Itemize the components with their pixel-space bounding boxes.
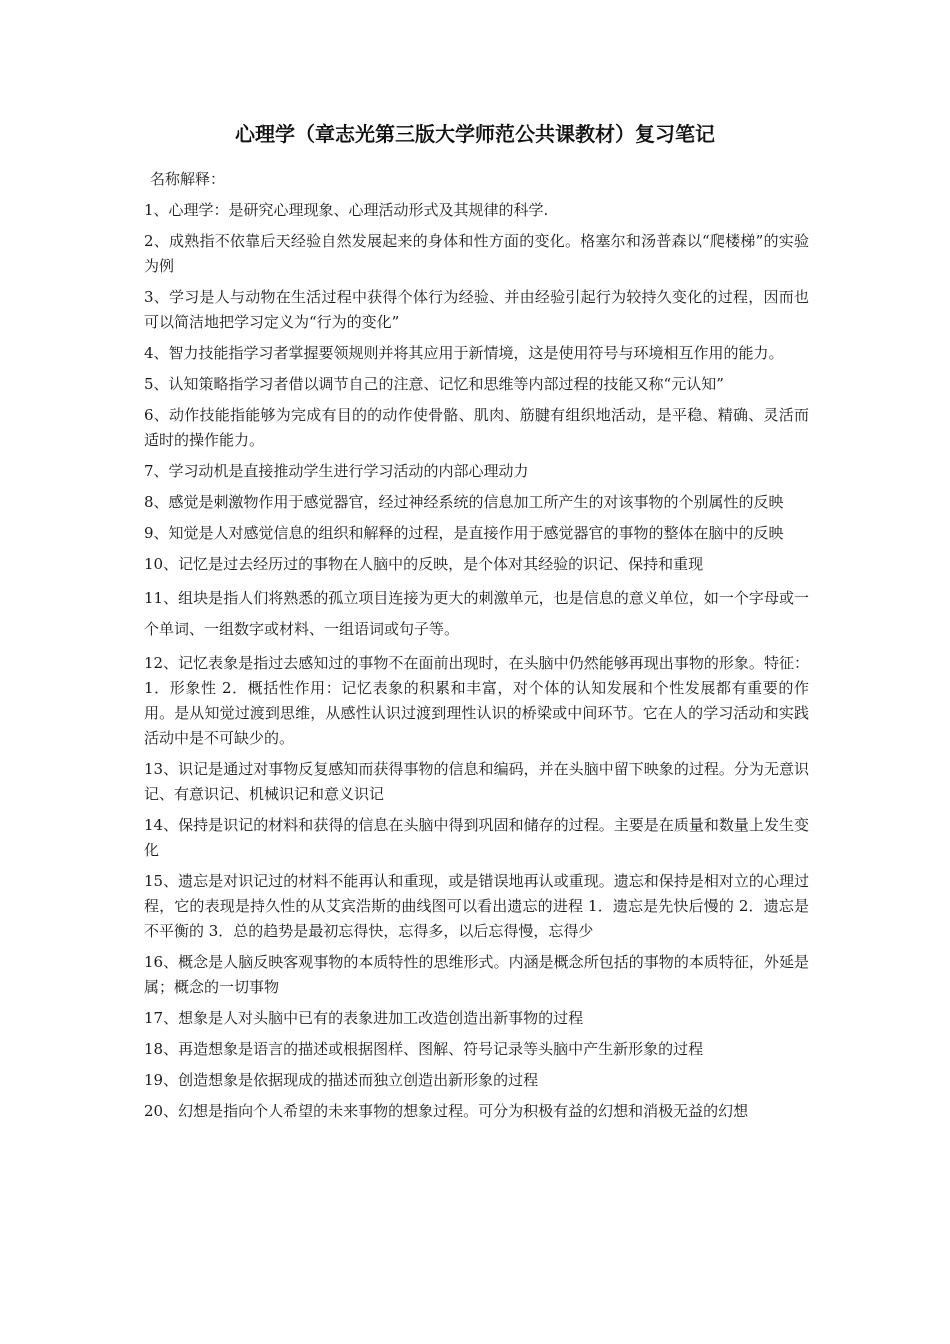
definition-item: 1、心理学：是研究心理现象、心理活动形式及其规律的科学.	[144, 201, 549, 219]
definition-item: 19、创造想象是依据现成的描述而独立创造出新形象的过程	[144, 1071, 539, 1089]
definition-item: 12、记忆表象是指过去感知过的事物不在面前出现时，在头脑中仍然能够再现出事物的形象。特征：1．形象性 2．概括性作用：记忆表象的积累和丰富，对个体的认知发展和个性发展都有重要的作用。是从知觉过渡到思维，从感性认识过渡到理性认识的桥梁或中间环节。它在人的学习活动和实践活动中是不可缺少的。	[144, 654, 809, 747]
definition-item: 15、遗忘是对识记过的材料不能再认和重现，或是错误地再认或重现。遗忘和保持是相对立的心理过程，它的表现是持久性的从艾宾浩斯的曲线图可以看出遗忘的进程 1．遗忘是先快后慢的 2．遗忘是不平衡的 3．总的趋势是最初忘得快，忘得多，以后忘得慢，忘得少	[144, 872, 809, 940]
definition-item: 2、成熟指不依靠后天经验自然发展起来的身体和性方面的变化。格塞尔和汤普森以“爬楼梯”的实验为例	[144, 232, 809, 275]
definition-item: 13、识记是通过对事物反复感知而获得事物的信息和编码，并在头脑中留下映象的过程。分为无意识记、有意识记、机械识记和意义识记	[144, 760, 809, 803]
definition-item: 20、幻想是指向个人希望的未来事物的想象过程。可分为积极有益的幻想和消极无益的幻想	[144, 1102, 749, 1120]
definition-item: 14、保持是识记的材料和获得的信息在头脑中得到巩固和储存的过程。主要是在质量和数量上发生变化	[144, 816, 809, 859]
definition-item: 3、学习是人与动物在生活过程中获得个体行为经验、并由经验引起行为较持久变化的过程，因而也可以简洁地把学习定义为“行为的变化”	[144, 288, 809, 331]
definition-item: 11、组块是指人们将熟悉的孤立项目连接为更大的刺激单元，也是信息的意义单位，如一个字母或一个单词、一组数字或材料、一组语词或句子等。	[144, 589, 809, 638]
document-title: 心理学（章志光第三版大学师范公共课教材）复习笔记	[235, 122, 715, 146]
definition-item: 16、概念是人脑反映客观事物的本质特性的思维形式。内涵是概念所包括的事物的本质特征，外延是属；概念的一切事物	[144, 953, 809, 996]
definition-item: 4、智力技能指学习者掌握要领规则并将其应用于新情境，这是使用符号与环境相互作用的能力。	[144, 344, 784, 362]
section-label: 名称解释：	[150, 170, 226, 188]
definition-item: 17、想象是人对头脑中已有的表象进加工改造创造出新事物的过程	[144, 1009, 584, 1027]
definition-item: 6、动作技能指能够为完成有目的的动作使骨骼、肌肉、筋腱有组织地活动，是平稳、精确、灵活而适时的操作能力。	[144, 406, 809, 449]
definition-item: 7、学习动机是直接推动学生进行学习活动的内部心理动力	[144, 462, 529, 480]
definition-item: 10、记忆是过去经历过的事物在人脑中的反映，是个体对其经验的识记、保持和重现	[144, 555, 704, 573]
definition-item: 5、认知策略指学习者借以调节自己的注意、记忆和思维等内部过程的技能又称“元认知”	[144, 375, 724, 393]
definition-list	[144, 198, 809, 1130]
definition-item: 8、感觉是刺激物作用于感觉器官，经过神经系统的信息加工所产生的对该事物的个别属性的反映	[144, 493, 784, 511]
definition-item: 18、再造想象是语言的描述或根据图样、图解、符号记录等头脑中产生新形象的过程	[144, 1040, 704, 1058]
definition-item: 9、知觉是人对感觉信息的组织和解释的过程，是直接作用于感觉器官的事物的整体在脑中的反映	[144, 524, 784, 542]
